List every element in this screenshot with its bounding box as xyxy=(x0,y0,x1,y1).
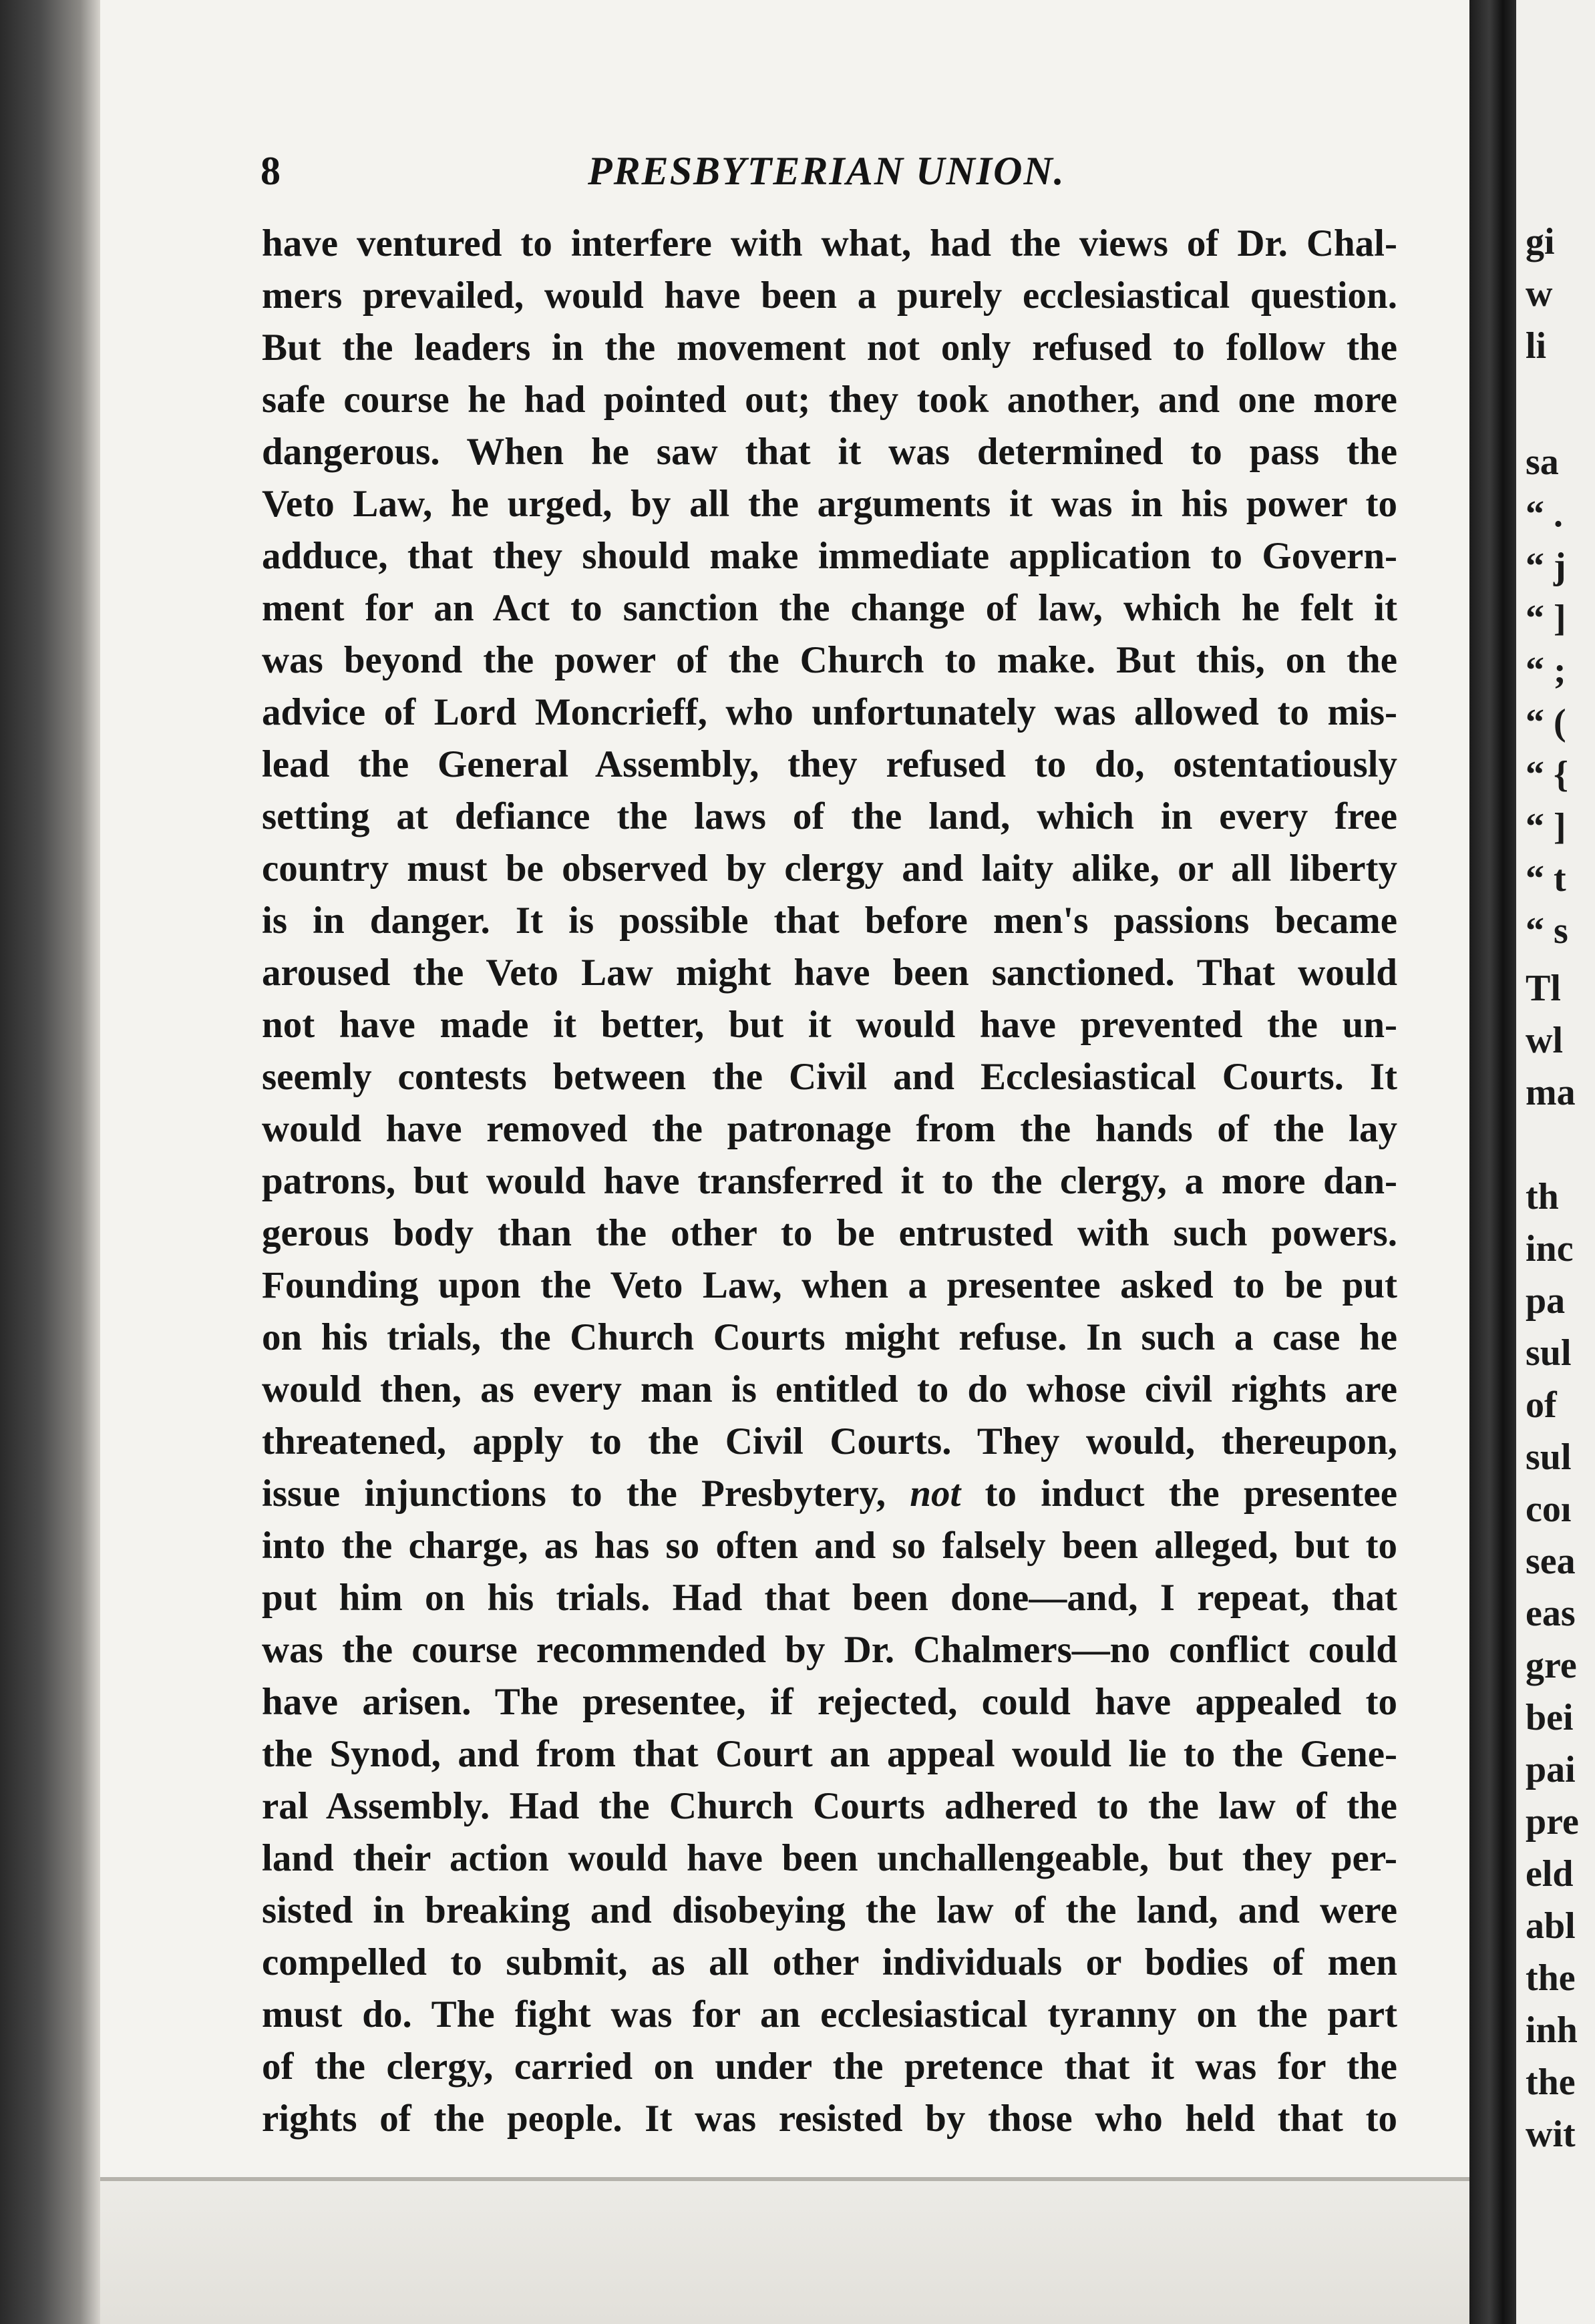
facing-page-text-fragment: th xyxy=(1526,1176,1559,1217)
facing-page-text-fragment: “ ] xyxy=(1526,598,1566,639)
text-line: ment for an Act to sanction the change of law, which he felt it xyxy=(262,587,1397,629)
facing-page-text-fragment: pa xyxy=(1526,1280,1566,1322)
page-number: 8 xyxy=(260,149,281,193)
facing-page-text-fragment: bei xyxy=(1526,1697,1574,1738)
facing-page-fragment xyxy=(1516,0,1595,2324)
text-line: on his trials, the Church Courts might refuse. In such a case he xyxy=(262,1316,1397,1358)
facing-page-text-fragment: gre xyxy=(1526,1645,1577,1686)
facing-page-text-fragment: sul xyxy=(1526,1332,1572,1374)
text-line: lead the General Assembly, they refused to do, ostentatiously xyxy=(262,743,1397,785)
facing-page-text-fragment: the xyxy=(1526,1957,1576,1999)
facing-page-text-fragment: “ t xyxy=(1526,858,1566,900)
facing-page-text-fragment: gi xyxy=(1526,221,1555,262)
facing-page-text-fragment: “ { xyxy=(1526,754,1569,795)
facing-page-text-fragment: sea xyxy=(1526,1541,1576,1582)
facing-page-text-fragment: pre xyxy=(1526,1801,1579,1843)
facing-page-text-fragment: eld xyxy=(1526,1853,1574,1895)
facing-page-text-fragment: “ j xyxy=(1526,546,1566,587)
facing-page-text-fragment: ma xyxy=(1526,1072,1576,1113)
page-header xyxy=(260,148,1396,202)
text-line: safe course he had pointed out; they took another, and one more xyxy=(262,379,1397,421)
facing-page-text-fragment: sul xyxy=(1526,1436,1572,1478)
text-line: must do. The fight was for an ecclesiastical tyranny on the part xyxy=(262,1993,1397,2036)
text-line: was the course recommended by Dr. Chalmers—no conflict could xyxy=(262,1629,1397,1671)
facing-page-text-fragment: sa xyxy=(1526,441,1559,483)
text-line: would have removed the patronage from the hands of the lay xyxy=(262,1108,1397,1150)
text-line: advice of Lord Moncrieff, who unfortunately was allowed to mis- xyxy=(262,691,1397,733)
facing-page-text-fragment: abl xyxy=(1526,1905,1576,1947)
scan-gutter-left xyxy=(0,0,100,2324)
text-line: have ventured to interfere with what, had the views of Dr. Chal- xyxy=(262,222,1397,264)
facing-page-text-fragment: “ ; xyxy=(1526,650,1566,691)
text-line: patrons, but would have transferred it to the clergy, a more dan- xyxy=(262,1160,1397,1202)
page-bottom-margin xyxy=(100,2181,1476,2324)
text-line: the Synod, and from that Court an appeal would lie to the Gene- xyxy=(262,1733,1397,1775)
facing-page-text-fragment: the xyxy=(1526,2062,1576,2103)
text-line: sisted in breaking and disobeying the law of the land, and were xyxy=(262,1889,1397,1931)
text-line: country must be observed by clergy and laity alike, or all liberty xyxy=(262,847,1397,890)
facing-page-text-fragment: Tl xyxy=(1526,968,1561,1009)
text-line: issue injunctions to the Presbytery, not to induct the presentee xyxy=(262,1473,1397,1515)
running-head: PRESBYTERIAN UNION. xyxy=(588,149,1065,193)
facing-page-text-fragment: “ . xyxy=(1526,494,1563,535)
text-line: compelled to submit, as all other individuals or bodies of men xyxy=(262,1941,1397,1983)
emphasis: not xyxy=(910,1473,961,1515)
text-line: dangerous. When he saw that it was determined to pass the xyxy=(262,431,1397,473)
facing-page-text-fragment: “ s xyxy=(1526,910,1568,952)
text-line: into the charge, as has so often and so falsely been alleged, but to xyxy=(262,1525,1397,1567)
text-line: setting at defiance the laws of the land, which in every free xyxy=(262,795,1397,837)
text-line: have arisen. The presentee, if rejected, could have appealed to xyxy=(262,1681,1397,1723)
text-line: land their action would have been unchallengeable, but they per- xyxy=(262,1837,1397,1879)
text-line: Veto Law, he urged, by all the arguments it was in his power to xyxy=(262,483,1397,525)
book-spine xyxy=(1469,0,1516,2324)
facing-page-text-fragment: “ ] xyxy=(1526,806,1566,847)
text-line: threatened, apply to the Civil Courts. They would, thereupon, xyxy=(262,1420,1397,1463)
text-line: Founding upon the Veto Law, when a presentee asked to be put xyxy=(262,1264,1397,1306)
text-line: put him on his trials. Had that been done—and, I repeat, that xyxy=(262,1577,1397,1619)
facing-page-text-fragment: eas xyxy=(1526,1593,1576,1634)
text-line: gerous body than the other to be entrusted with such powers. xyxy=(262,1212,1397,1254)
facing-page-text-fragment: wit xyxy=(1526,2114,1576,2155)
facing-page-text-fragment: w xyxy=(1526,273,1553,315)
text-line: But the leaders in the movement not only refused to follow the xyxy=(262,327,1397,369)
facing-page-text-fragment: inc xyxy=(1526,1228,1574,1270)
text-line: rights of the people. It was resisted by those who held that to xyxy=(262,2098,1397,2140)
text-line: was beyond the power of the Church to make. But this, on the xyxy=(262,639,1397,681)
facing-page-text-fragment: li xyxy=(1526,325,1547,367)
facing-page-text-fragment: wl xyxy=(1526,1020,1563,1061)
text-line: of the clergy, carried on under the pretence that it was for the xyxy=(262,2046,1397,2088)
facing-page-text-fragment: of xyxy=(1526,1384,1557,1426)
text-line: adduce, that they should make immediate application to Govern- xyxy=(262,535,1397,577)
text-line: not have made it better, but it would have prevented the un- xyxy=(262,1004,1397,1046)
text-line: seemly contests between the Civil and Ecclesiastical Courts. It xyxy=(262,1056,1397,1098)
facing-page-text-fragment: inh xyxy=(1526,2009,1578,2051)
text-line: is in danger. It is possible that before men's passions became xyxy=(262,900,1397,942)
facing-page-text-fragment: coı xyxy=(1526,1489,1572,1530)
text-line: ral Assembly. Had the Church Courts adhered to the law of the xyxy=(262,1785,1397,1827)
text-line: aroused the Veto Law might have been sanctioned. That would xyxy=(262,952,1397,994)
facing-page-text-fragment: pai xyxy=(1526,1749,1576,1790)
facing-page-text-fragment: “ ( xyxy=(1526,702,1566,743)
text-line: mers prevailed, would have been a purely ecclesiastical question. xyxy=(262,274,1397,317)
body-text xyxy=(262,218,1397,2145)
text-line: would then, as every man is entitled to do whose civil rights are xyxy=(262,1368,1397,1410)
